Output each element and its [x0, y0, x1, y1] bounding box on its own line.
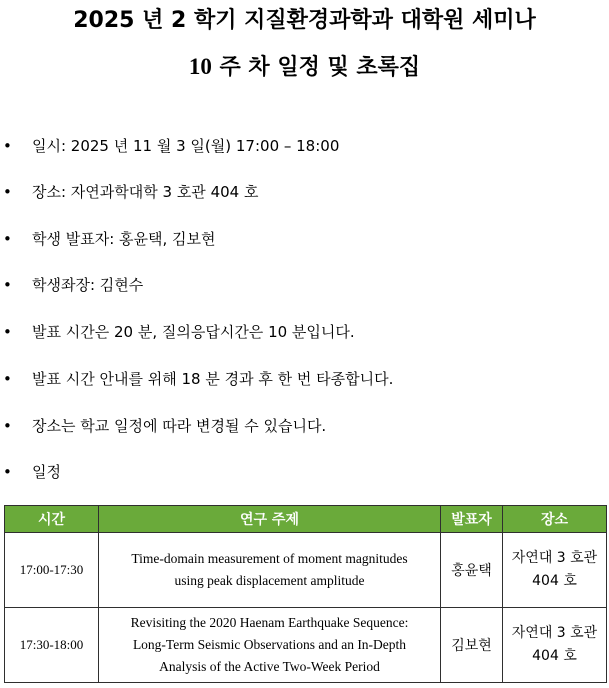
document-title: 2025 년 2 학기 지질환경과학과 대학원 세미나 [73, 8, 536, 33]
list-item-text: 장소는 학교 일정에 따라 변경될 수 있습니다. [32, 417, 327, 435]
list-item-location-notice [0, 414, 609, 438]
bullet-icon: • [3, 183, 12, 201]
cell-topic [99, 533, 441, 608]
list-item-text: 발표 시간 안내를 위해 18 분 경과 후 한 번 타종합니다. [32, 370, 394, 388]
cell-place [503, 533, 607, 608]
list-item-text: 학생좌장: 김현수 [32, 276, 144, 294]
week-number: 10 [188, 54, 212, 79]
header-place: 장소 [503, 506, 607, 533]
table-row [5, 608, 607, 683]
bullet-icon: • [3, 323, 12, 341]
topic-line: Time-domain measurement of moment magnitudes [131, 551, 408, 566]
list-item-chair [0, 273, 609, 297]
list-item-text: 발표 시간은 20 분, 질의응답시간은 10 분입니다. [32, 323, 355, 341]
table-row [5, 533, 607, 608]
schedule-table [4, 505, 607, 683]
bullet-icon: • [3, 463, 12, 481]
document-subtitle [0, 52, 609, 83]
bullet-icon: • [3, 137, 12, 155]
cell-presenter: 홍윤택 [441, 533, 503, 608]
topic-line: using peak displacement amplitude [174, 573, 365, 588]
header-topic: 연구 주제 [99, 506, 441, 533]
list-item-text: 일시: 2025 년 11 월 3 일(월) 17:00 – 18:00 [32, 137, 340, 155]
cell-place [503, 608, 607, 683]
subtitle-text: 주 차 일정 및 초록집 [219, 55, 421, 80]
topic-line: Analysis of the Active Two-Week Period [159, 659, 380, 674]
bullet-icon: • [3, 230, 12, 248]
list-item-location [0, 180, 609, 204]
list-item-text: 장소: 자연과학대학 3 호관 404 호 [32, 183, 259, 201]
topic-line: Revisiting the 2020 Haenam Earthquake Sequence: [130, 615, 409, 630]
header-presenter: 발표자 [441, 506, 503, 533]
list-item-bell [0, 367, 609, 391]
place-line: 404 호 [532, 648, 577, 664]
topic-line: Long-Term Seismic Observations and an In-Depth [132, 637, 407, 652]
place-line: 자연대 3 호관 [511, 550, 598, 566]
cell-topic [99, 608, 441, 683]
list-item-presenters [0, 227, 609, 251]
bullet-icon: • [3, 276, 12, 294]
cell-time: 17:30-18:00 [5, 608, 99, 683]
bullet-icon: • [3, 417, 12, 435]
place-line: 404 호 [532, 573, 577, 589]
list-item-text: 일정 [32, 463, 61, 481]
table-header-row [5, 506, 607, 533]
cell-time: 17:00-17:30 [5, 533, 99, 608]
bullet-icon: • [3, 370, 12, 388]
list-item-text: 학생 발표자: 홍윤택, 김보현 [32, 230, 216, 248]
list-item-duration [0, 320, 609, 344]
place-line: 자연대 3 호관 [511, 625, 598, 641]
list-item-datetime [0, 134, 609, 158]
cell-presenter: 김보현 [441, 608, 503, 683]
header-time: 시간 [5, 506, 99, 533]
list-item-schedule [0, 460, 609, 484]
